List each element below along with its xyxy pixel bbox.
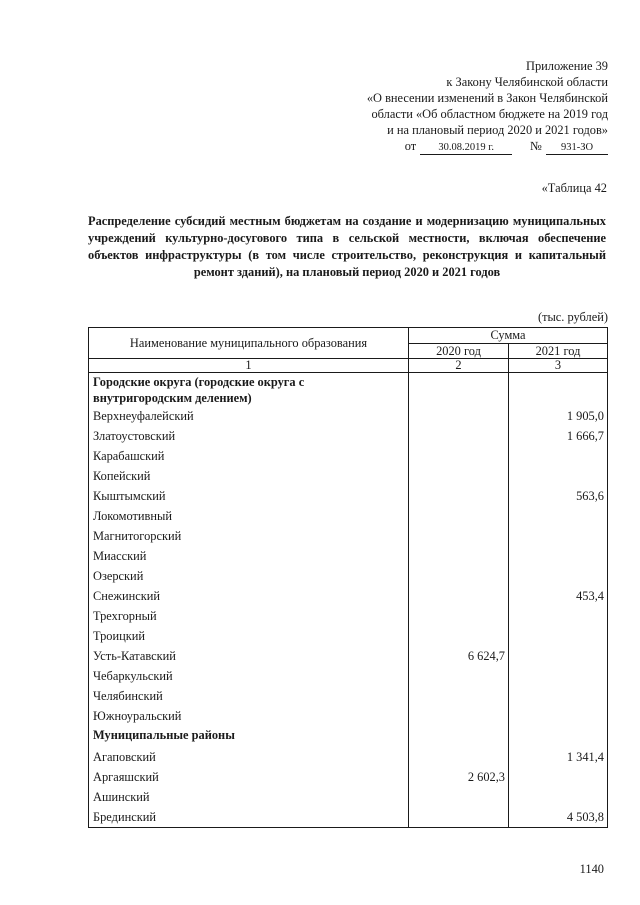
table-row	[89, 646, 608, 666]
amount-2020	[409, 706, 509, 726]
municipality-name: Локомотивный	[89, 506, 409, 526]
date-number-line	[278, 138, 608, 155]
amount-2020	[409, 586, 509, 606]
table-label: «Таблица 42	[541, 181, 607, 195]
amount-2021	[509, 506, 608, 526]
column-index-1: 1	[89, 359, 409, 373]
amount-2021	[509, 646, 608, 666]
amount-2021: 1 905,0	[509, 406, 608, 426]
municipality-name: Муниципальные районы	[89, 726, 409, 747]
column-header-name: Наименование муниципального образования	[89, 328, 409, 359]
municipality-name: Южноуральский	[89, 706, 409, 726]
amount-2021: 1 666,7	[509, 426, 608, 446]
table-row	[89, 686, 608, 706]
municipality-name: Магнитогорский	[89, 526, 409, 546]
amendment-title-line-2: области «Об областном бюджете на 2019 год	[371, 107, 608, 121]
amount-2021	[509, 526, 608, 546]
amount-2020	[409, 747, 509, 767]
amount-2020	[409, 506, 509, 526]
municipality-name: Городские округа (городские округа с внутригородским делением)	[89, 373, 409, 407]
municipality-name: Челябинский	[89, 686, 409, 706]
law-number-value: 931-ЗО	[546, 142, 608, 155]
municipality-name: Ашинский	[89, 787, 409, 807]
municipality-name: Троицкий	[89, 626, 409, 646]
amount-2021	[509, 546, 608, 566]
table-row	[89, 486, 608, 506]
table-row	[89, 526, 608, 546]
units-label: (тыс. рублей)	[537, 310, 608, 324]
column-header-2020: 2020 год	[409, 343, 509, 359]
amount-2020	[409, 666, 509, 686]
amount-2020	[409, 566, 509, 586]
amount-2021: 453,4	[509, 586, 608, 606]
date-prefix: от	[404, 139, 417, 153]
amount-2021	[509, 626, 608, 646]
municipality-name: Карабашский	[89, 446, 409, 466]
amount-2020	[409, 373, 509, 407]
amount-2021	[509, 767, 608, 787]
amount-2021	[509, 787, 608, 807]
municipality-name: Чебаркульский	[89, 666, 409, 686]
amount-2021	[509, 686, 608, 706]
amount-2021	[509, 706, 608, 726]
amount-2021: 563,6	[509, 486, 608, 506]
amount-2020	[409, 426, 509, 446]
amendment-title-line-1: «О внесении изменений в Закон Челябинской	[366, 91, 608, 105]
amendment-title-line-3: и на плановый период 2020 и 2021 годов»	[387, 123, 608, 137]
section-row	[89, 726, 608, 747]
amount-2021	[509, 446, 608, 466]
table-row	[89, 606, 608, 626]
municipality-name: Кыштымский	[89, 486, 409, 506]
appendix-header	[278, 58, 608, 155]
amount-2020	[409, 466, 509, 486]
municipality-name: Снежинский	[89, 586, 409, 606]
table-row	[89, 787, 608, 807]
municipality-name: Миасский	[89, 546, 409, 566]
table-row	[89, 546, 608, 566]
municipality-name: Озерский	[89, 566, 409, 586]
amount-2021	[509, 726, 608, 747]
amount-2020	[409, 546, 509, 566]
table-row	[89, 406, 608, 426]
amount-2020	[409, 807, 509, 828]
amount-2021	[509, 373, 608, 407]
appendix-number: Приложение 39	[526, 59, 608, 73]
municipality-name: Верхнеуфалейский	[89, 406, 409, 426]
column-header-2021: 2021 год	[509, 343, 608, 359]
amount-2021	[509, 666, 608, 686]
table-row	[89, 466, 608, 486]
municipality-name: Усть-Катавский	[89, 646, 409, 666]
amount-2020: 2 602,3	[409, 767, 509, 787]
page-number: 1140	[579, 862, 604, 876]
table-row	[89, 446, 608, 466]
municipality-name: Трехгорный	[89, 606, 409, 626]
amount-2021: 4 503,8	[509, 807, 608, 828]
table-row	[89, 747, 608, 767]
municipality-name: Златоустовский	[89, 426, 409, 446]
municipality-name: Копейский	[89, 466, 409, 486]
subsidy-table	[88, 327, 608, 828]
amount-2020	[409, 726, 509, 747]
amount-2020	[409, 486, 509, 506]
amount-2020	[409, 446, 509, 466]
municipality-name: Брединский	[89, 807, 409, 828]
table-row	[89, 807, 608, 828]
municipality-name: Агаповский	[89, 747, 409, 767]
number-prefix: №	[530, 139, 542, 153]
amount-2020	[409, 787, 509, 807]
date-value: 30.08.2019 г.	[420, 142, 512, 155]
amount-2021	[509, 566, 608, 586]
document-title: Распределение субсидий местным бюджетам на создание и модернизацию муниципальных учреждений культурно-досугового типа в сельской местности, включая обеспечение объектов инфраструктуры (в том числе строительство, реконструкция и капитальный ремонт зданий), на плановый период 2020 и 2021 годов	[88, 214, 606, 279]
section-row	[89, 373, 608, 407]
amount-2020	[409, 526, 509, 546]
amount-2020: 6 624,7	[409, 646, 509, 666]
amount-2021	[509, 466, 608, 486]
amount-2020	[409, 606, 509, 626]
law-reference: к Закону Челябинской области	[446, 75, 608, 89]
amount-2020	[409, 626, 509, 646]
column-index-row	[89, 359, 608, 373]
table-row	[89, 767, 608, 787]
amount-2020	[409, 406, 509, 426]
column-header-sum: Сумма	[409, 328, 608, 344]
table-row	[89, 586, 608, 606]
column-index-2: 2	[409, 359, 509, 373]
table-row	[89, 426, 608, 446]
amount-2021: 1 341,4	[509, 747, 608, 767]
table-row	[89, 666, 608, 686]
table-row	[89, 626, 608, 646]
amount-2021	[509, 606, 608, 626]
municipality-name: Аргаяшский	[89, 767, 409, 787]
table-row	[89, 706, 608, 726]
amount-2020	[409, 686, 509, 706]
table-row	[89, 506, 608, 526]
column-index-3: 3	[509, 359, 608, 373]
table-row	[89, 566, 608, 586]
